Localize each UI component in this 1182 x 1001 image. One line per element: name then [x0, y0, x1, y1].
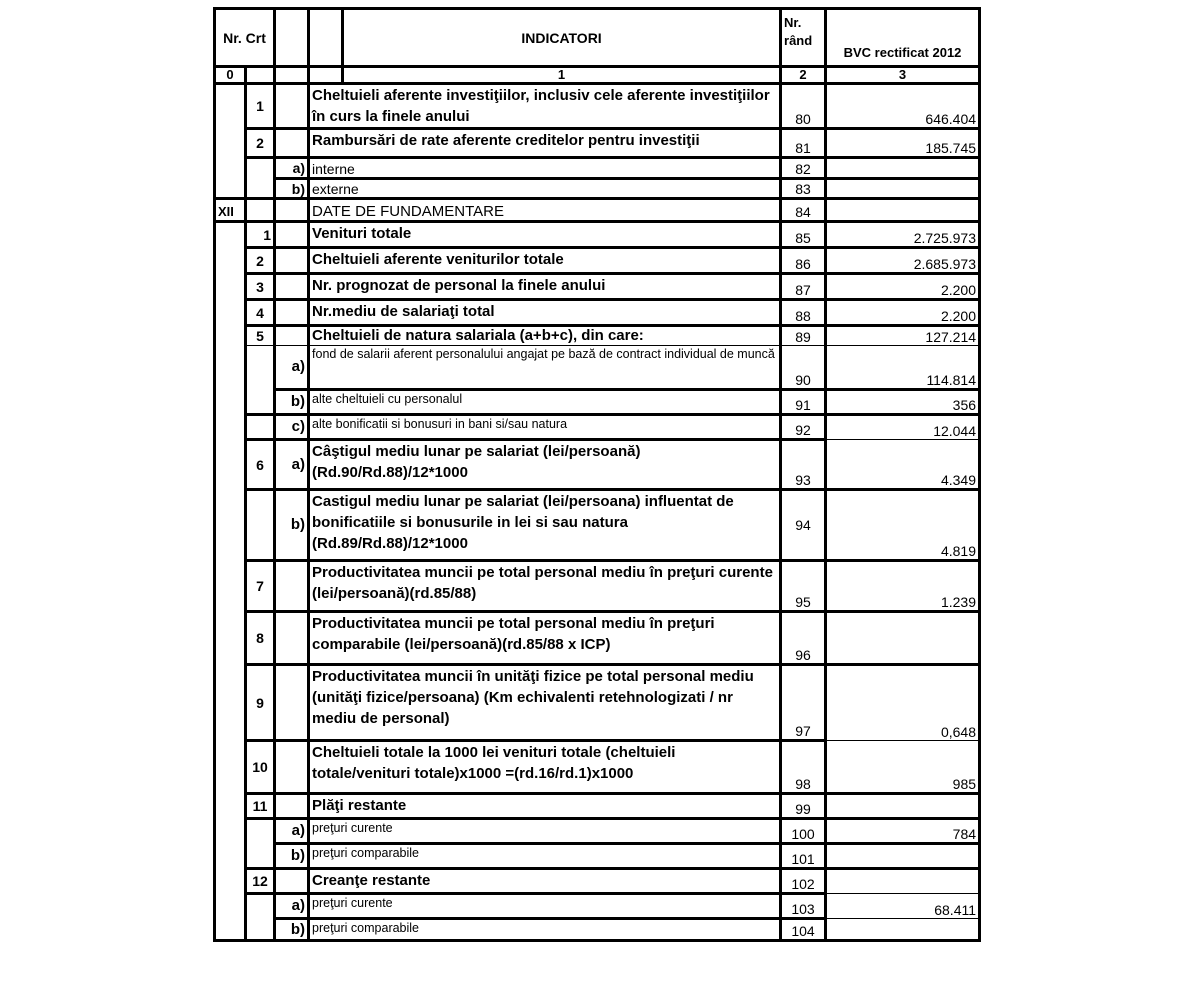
table-row: b) Castigul mediu lunar pe salariat (lei/persoana) influentat de bonificatiile si bonusurile in lei si sau natura (Rd.89/Rd.88)/12*1000 94 4.819: [215, 490, 980, 561]
table-row: b) externe 83: [215, 179, 980, 199]
row-number: 1: [246, 84, 275, 129]
table-row: 7 Productivitatea muncii pe total personal mediu în preţuri curente (lei/persoană)(rd.85/88) 95 1.239: [215, 561, 980, 612]
table-row: 11 Plăţi restante 99: [215, 794, 980, 819]
table-row: a) preţuri curente 103 68.411: [215, 894, 980, 919]
table-row: 3 Nr. prognozat de personal la finele anului 87 2.200: [215, 274, 980, 300]
header-row: [215, 9, 980, 67]
budget-indicators-table: [213, 7, 981, 942]
table-row: [215, 84, 980, 129]
table-row: 6 a) Câştigul mediu lunar pe salariat (lei/persoană) (Rd.90/Rd.88)/12*1000 93 4.349: [215, 440, 980, 490]
table-row: c) alte bonificatii si bonusuri in bani si/sau natura 92 12.044: [215, 415, 980, 440]
index-3: 3: [826, 67, 980, 84]
table-row: b) preţuri comparabile 104: [215, 919, 980, 941]
table-row: 8 Productivitatea muncii pe total personal mediu în preţuri comparabile (lei/persoană)(rd.85/88 x ICP) 96: [215, 612, 980, 665]
index-0: 0: [215, 67, 246, 84]
section-title: DATE DE FUNDAMENTARE: [309, 199, 781, 222]
table-row: a) fond de salarii aferent personalului angajat pe bază de contract individual de muncă 90 114.814: [215, 346, 980, 390]
section-roman: XII: [215, 199, 246, 222]
row-rand: 80: [781, 84, 826, 129]
header-indicatori: INDICATORI: [343, 9, 781, 67]
table-row: 10 Cheltuieli totale la 1000 lei venituri totale (cheltuieli totale/venituri totale)x1000 =(rd.16/rd.1)x1000 98 985: [215, 741, 980, 794]
table-row: 2 Cheltuieli aferente veniturilor totale 86 2.685.973: [215, 248, 980, 274]
table-row: 2 Rambursări de rate aferente creditelor pentru investiţii 81 185.745: [215, 129, 980, 158]
table-row: a) interne 82: [215, 158, 980, 179]
table-row: a) preţuri curente 100 784: [215, 819, 980, 844]
table-row: b) alte cheltuieli cu personalul 91 356: [215, 390, 980, 415]
table-row: 4 Nr.mediu de salariaţi total 88 2.200: [215, 300, 980, 326]
table-row: 1 Venituri totale 85 2.725.973: [215, 222, 980, 248]
index-2: 2: [781, 67, 826, 84]
table-row: b) preţuri comparabile 101: [215, 844, 980, 869]
header-bvc: BVC rectificat 2012: [826, 9, 980, 67]
index-1: 1: [343, 67, 781, 84]
section-row-xii: XII DATE DE FUNDAMENTARE 84: [215, 199, 980, 222]
index-row: [215, 67, 980, 84]
table-row: 9 Productivitatea muncii în unităţi fizice pe total personal mediu (unităţi fizice/persoana) (Km echivalenti retehnologizati / nr mediu de personal) 97 0,648: [215, 665, 980, 741]
row-indicator: Cheltuieli aferente investiţiilor, inclusiv cele aferente investiţiilor în curs la finele anului: [309, 84, 781, 129]
header-nr-crt: Nr. Crt: [215, 9, 275, 67]
table-row: 12 Creanţe restante 102: [215, 869, 980, 894]
header-nr-rand: Nr. rând: [781, 9, 826, 67]
table-row: 5 Cheltuieli de natura salariala (a+b+c), din care: 89 127.214: [215, 326, 980, 346]
row-value: 646.404: [826, 84, 980, 129]
